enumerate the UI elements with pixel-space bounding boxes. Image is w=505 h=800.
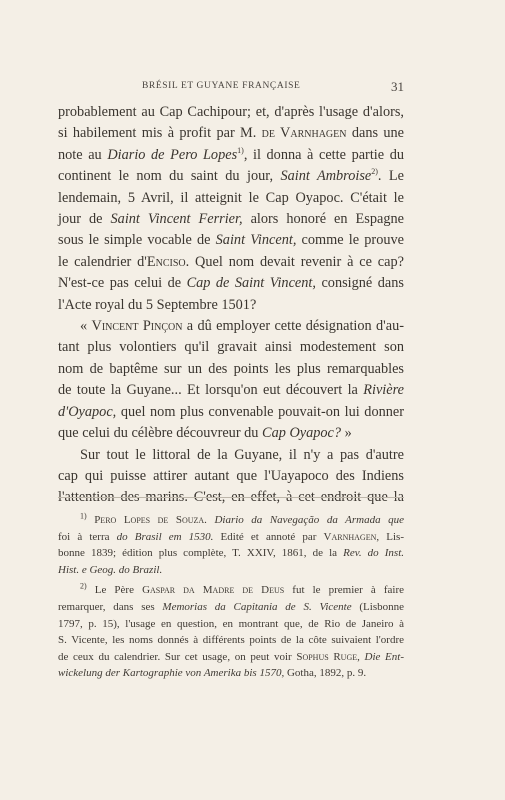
text-run: N'est-ce pas celui de xyxy=(58,275,187,292)
text-run: » xyxy=(341,425,352,442)
text-run: consigné dans xyxy=(315,275,404,292)
text-line xyxy=(58,145,404,166)
text-line xyxy=(58,316,404,337)
text-line xyxy=(58,166,404,187)
work-title: Diario de Pero Lopes xyxy=(107,146,238,163)
text-line xyxy=(58,188,404,209)
text-run: a dû employer cette désignation d'au- xyxy=(182,318,404,335)
running-title: BRÉSIL ET GUYANE FRANÇAISE xyxy=(142,81,301,91)
text-run: l'attention des marins. C'est, en effet, à cet endroit que la xyxy=(58,489,404,506)
author-name: Varnhagen xyxy=(323,530,377,543)
text-line xyxy=(58,402,404,423)
text-run: (Lisbonne xyxy=(351,600,404,613)
footnote-divider xyxy=(58,497,404,498)
text-line xyxy=(58,252,404,273)
text-run: dans une xyxy=(346,125,405,142)
text-run: Le Père xyxy=(86,584,143,597)
text-run: 1797, p. 15), l'usage en question, en montrant que, de Rio de Janeiro à xyxy=(58,617,404,630)
text-line xyxy=(58,102,404,123)
author-name: de Varnhagen xyxy=(261,125,347,142)
text-line xyxy=(58,273,404,294)
author-name: Vincent Pinçon xyxy=(91,318,183,335)
text-line xyxy=(58,599,404,616)
text-run: . Le xyxy=(377,168,404,185)
saint-name: Saint Vincent Ferrier, xyxy=(110,211,243,228)
place-name: Cap Oyapoc? xyxy=(262,425,342,442)
work-title: Die Ent- xyxy=(364,650,404,663)
text-run: , il donna à cette partie du xyxy=(243,146,405,163)
paragraph-1 xyxy=(58,102,404,316)
text-run: si habilement mis à profit par M. xyxy=(58,125,262,142)
text-line xyxy=(58,487,404,508)
text-line xyxy=(58,423,404,444)
text-run: . Quel nom devait revenir à ce cap? xyxy=(185,253,404,270)
text-line xyxy=(58,512,404,529)
text-run: tant plus volontiers qu'il gravait ainsi modestement son xyxy=(58,339,404,356)
text-run: Gotha, 1892, p. 9. xyxy=(284,667,367,680)
text-run: jour de xyxy=(58,211,111,228)
place-name: Rivière xyxy=(363,382,404,399)
footnote-marker: 2) xyxy=(80,581,87,591)
text-line xyxy=(58,359,404,380)
text-run: comme le prouve xyxy=(296,232,404,249)
text-run: que celui du célèbre découvreur du xyxy=(58,425,263,442)
work-title: Rev. do Inst. xyxy=(343,547,405,560)
place-name: d'Oyapoc, xyxy=(58,403,117,420)
page-number: 31 xyxy=(391,79,404,94)
paragraph-2 xyxy=(58,316,404,444)
text-run: de toute la Guyane... Et lorsqu'on eut découvert la xyxy=(58,382,364,399)
text-run: le calendrier d' xyxy=(58,253,147,270)
text-run: Edité et annoté par xyxy=(213,530,324,543)
text-line xyxy=(58,632,404,649)
text-line xyxy=(58,649,404,666)
text-line xyxy=(58,295,404,316)
main-text xyxy=(58,102,404,509)
text-run: note au xyxy=(58,146,108,163)
text-line xyxy=(58,529,404,546)
text-run: nom de baptême sur un des points les plus remarquables xyxy=(58,360,404,377)
text-line xyxy=(58,466,404,487)
text-run: cap qui puisse attirer autant que l'Uayapoco des Indiens xyxy=(58,467,404,484)
footnote-ref: 2) xyxy=(371,167,378,177)
text-line xyxy=(58,380,404,401)
work-title: Diario da Navegação da Armada que xyxy=(214,514,404,526)
footnote-1 xyxy=(58,512,404,578)
text-line xyxy=(58,616,404,633)
text-run: quel nom plus convenable pouvait-on lui donner xyxy=(116,403,404,420)
work-title: wickelung der Kartographie von Amerika bis 1570, xyxy=(58,667,285,680)
work-title: Hist. e Geog. do Brazil. xyxy=(58,563,163,576)
text-line xyxy=(58,562,404,579)
text-run: continent le nom du saint du jour, xyxy=(58,168,281,185)
saint-name: Saint Vincent, xyxy=(215,232,297,249)
text-line xyxy=(58,209,404,230)
work-title: Memorias da Capitania de S. Vicente xyxy=(162,600,352,613)
text-run: , Lis- xyxy=(376,530,404,543)
saint-name: Saint Ambroise xyxy=(280,168,372,185)
text-line xyxy=(58,337,404,358)
text-run: Sur tout le littoral de la Guyane, il n'y a pas d'autre xyxy=(80,446,404,463)
text-run: alors honoré en Espagne xyxy=(242,211,404,228)
text-run: foi à terra xyxy=(58,530,117,543)
footnote-2 xyxy=(58,582,404,682)
text-line xyxy=(58,230,404,251)
text-run: bonne 1839; édition plus complète, T. XXIV, 1861, de la xyxy=(58,547,344,560)
text-run: sous le simple vocable de xyxy=(58,232,216,249)
text-run: S. Vicente, les noms donnés à différents points de la côte suivaient l'ordre xyxy=(58,634,404,647)
text-line xyxy=(58,545,404,562)
running-head xyxy=(78,79,404,95)
author-name: Pero Lopes de Souza. xyxy=(86,514,215,526)
author-name: Enciso xyxy=(146,253,186,270)
work-title: do Brasil em 1530. xyxy=(116,530,214,543)
footnote-ref: 1) xyxy=(237,146,244,156)
text-line xyxy=(58,123,404,144)
text-run: de ceux du calendrier. Sur cet usage, on peut voir xyxy=(58,650,297,663)
text-run: l'Acte royal du 5 Septembre 1501? xyxy=(58,296,257,313)
paragraph-3 xyxy=(58,445,404,509)
text-run: , xyxy=(357,650,365,663)
footnote-marker: 1) xyxy=(80,511,87,521)
text-line xyxy=(58,665,404,682)
text-run: lendemain, 5 Avril, il atteignit le Cap Oyapoc. C'était le xyxy=(58,189,404,206)
author-name: Gaspar da Madre de Deus xyxy=(142,584,285,597)
text-run: remarquer, dans ses xyxy=(58,600,163,613)
author-name: Sophus Ruge xyxy=(296,650,358,663)
place-name: Cap de Saint Vincent, xyxy=(186,275,316,292)
text-line xyxy=(58,445,404,466)
text-run: fut le premier à faire xyxy=(284,584,404,597)
text-run: « xyxy=(80,318,92,335)
text-run: probablement au Cap Cachipour; et, d'après l'usage d'alors, xyxy=(58,104,404,120)
text-line xyxy=(58,582,404,599)
footnotes xyxy=(58,512,404,686)
